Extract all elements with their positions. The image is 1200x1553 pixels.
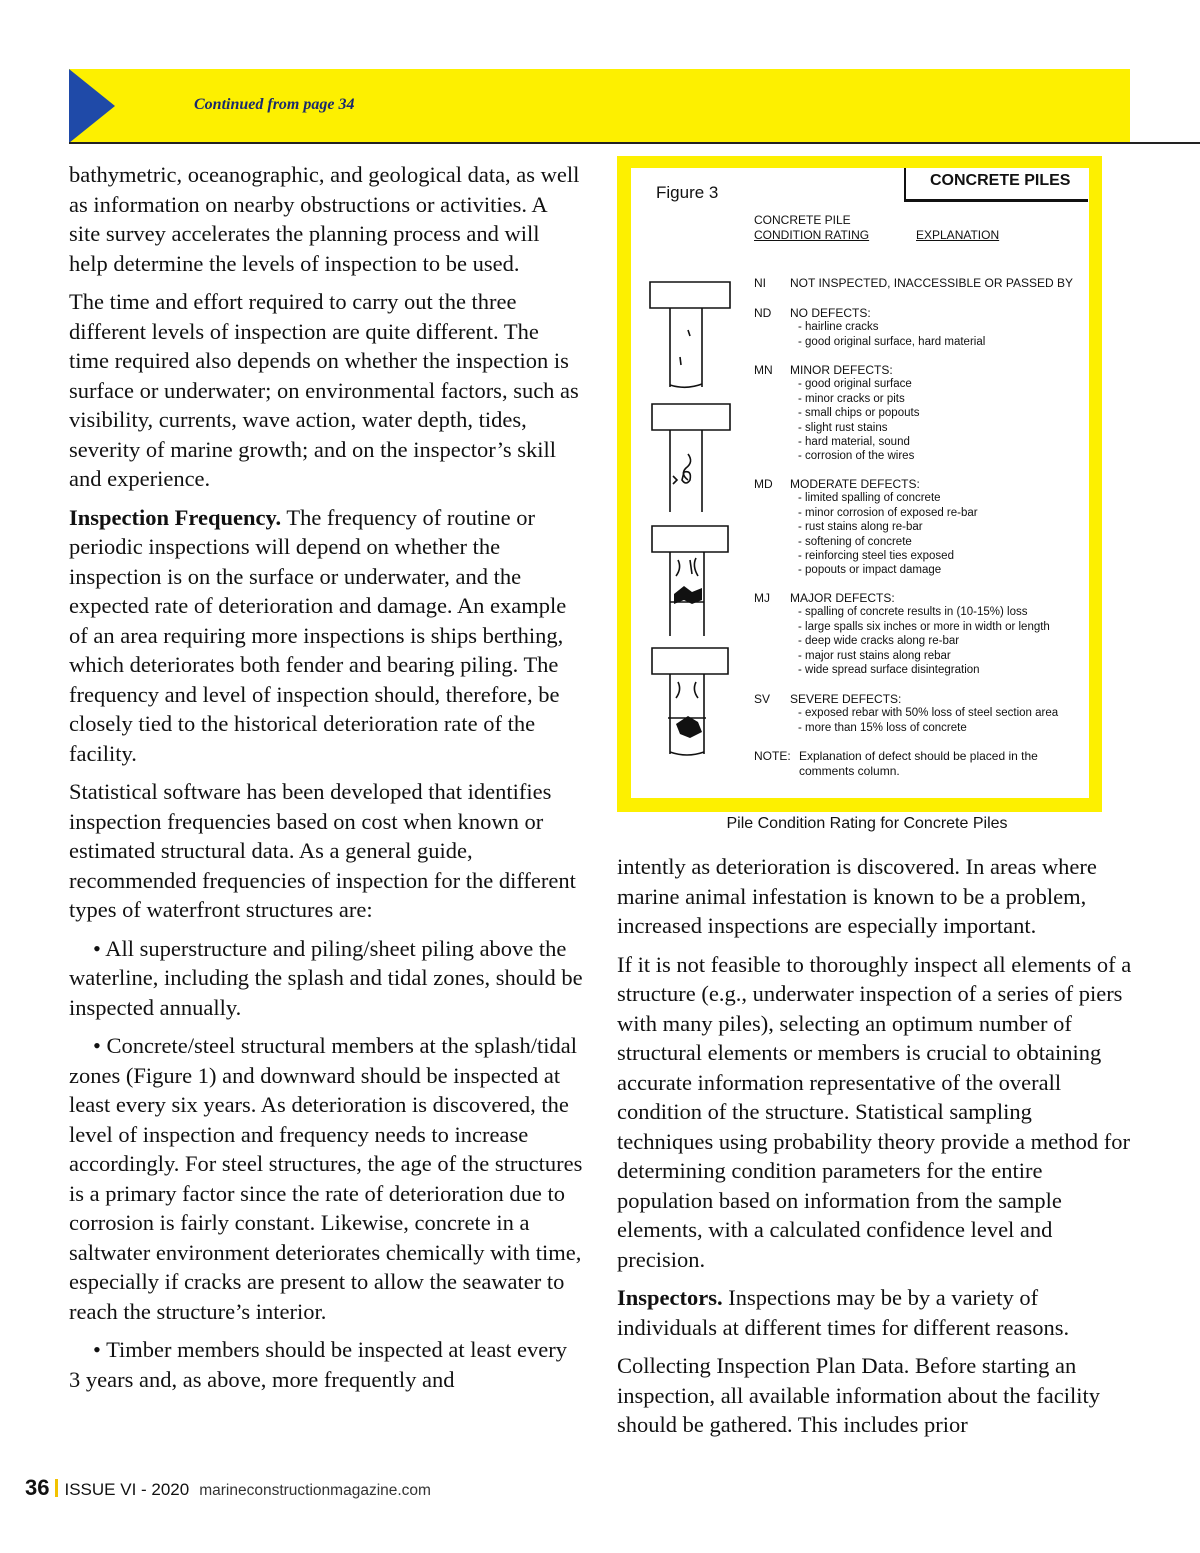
rating-title: MINOR DEFECTS:	[790, 363, 893, 377]
bullet-item: • Concrete/steel structural members at the splash/tidal zones (Figure 1) and downward should be inspected at least every six years. As deterioration is discovered, the level of inspection and frequency needs to increase accordingly. For steel structures, the age of the structures is a primary factor since the rate of deterioration due to corrosion is fairly constant. Likewise, concrete in a saltwater environment deteriorates chemically with time, especially if cracks are present to allow the seawater to reach the structure’s interior.	[69, 1033, 583, 1324]
rating-code: MN	[754, 363, 773, 377]
paragraph: Statistical software has been developed that identifies inspection frequencies based on cost when known or estimated structural data. As a general guide, recommended frequencies of inspection for the different types of waterfront structures are:	[69, 779, 576, 922]
bullet-item: • Timber members should be inspected at least every 3 years and, as above, more frequently and	[69, 1337, 568, 1392]
rating-sv	[754, 692, 1094, 735]
rating-item: - minor corrosion of exposed re-bar	[798, 506, 978, 519]
rating-body	[790, 276, 1094, 290]
paragraph	[69, 503, 583, 769]
rating-item: - hairline cracks	[798, 321, 879, 334]
paragraph: bathymetric, oceanographic, and geological data, as well as information on nearby obstructions or activities. A site survey accelerates the planning process and will help determine the levels of inspection to be used.	[69, 162, 580, 276]
rating-item: - popouts or impact damage	[798, 564, 942, 577]
paragraph: If it is not feasible to thoroughly inspect all elements of a structure (e.g., underwater inspection of a series of piers with many piles), selecting an optimum number of structural elements or members is crucial to obtaining accurate information representative of the overall condition of the structure. Statistical sampling techniques using probability theory provide a method for determining condition parameters for the entire population based on information from the sample elements, with a calculated confidence level and precision.	[617, 951, 1132, 1272]
page-number: 36	[25, 1475, 50, 1500]
rating-title: MODERATE DEFECTS:	[790, 477, 920, 491]
rating-item: - wide spread surface disintegration	[798, 664, 980, 677]
bullet-item: • All superstructure and piling/sheet piling above the waterline, including the splash and tidal zones, should be inspected annually.	[69, 935, 583, 1020]
rating-title: NO DEFECTS:	[790, 306, 871, 320]
rating-item: - hard material, sound	[798, 436, 910, 449]
figure-note	[754, 749, 1084, 779]
figure-column-head	[754, 213, 869, 243]
rating-item: - exposed rebar with 50% loss of steel section area	[798, 707, 1059, 720]
rating-item: - good original surface	[798, 378, 912, 391]
rating-mj	[754, 591, 1094, 677]
figure-caption: Pile Condition Rating for Concrete Piles	[726, 815, 1008, 832]
rating-item: - corrosion of the wires	[798, 450, 915, 463]
rating-body	[790, 306, 1094, 349]
header-rule	[69, 142, 1200, 144]
rating-ni	[754, 276, 1094, 290]
rating-item: - limited spalling of concrete	[798, 492, 941, 505]
rating-body	[790, 477, 1094, 578]
rating-md	[754, 477, 1094, 578]
rating-item: - large spalls six inches or more in width or length	[798, 620, 1050, 633]
figure-explanation-head	[916, 228, 999, 243]
rating-code: NI	[754, 276, 766, 290]
rating-mn	[754, 363, 1094, 464]
paragraph: Collecting Inspection Plan Data. Before starting an inspection, all available information about the facility should be gathered. This includes prior	[617, 1353, 1100, 1437]
rating-item: - spalling of concrete results in (10-15%) loss	[798, 606, 1028, 619]
footer-divider	[55, 1479, 58, 1497]
paragraph: intently as deterioration is discovered. In areas where marine animal infestation is known to be a problem, increased inspections are especially important.	[617, 854, 1097, 938]
pile-sketches	[640, 272, 740, 772]
continued-note: Continued from page 34	[194, 96, 355, 113]
site-url: marineconstructionmagazine.com	[199, 1482, 431, 1499]
right-column	[617, 852, 1132, 1449]
rating-title: NOT INSPECTED, INACCESSIBLE OR PASSED BY	[790, 276, 1073, 290]
rating-item: - softening of concrete	[798, 535, 912, 548]
section-lead: Inspection Frequency.	[69, 504, 282, 530]
rating-code: ND	[754, 306, 772, 320]
rating-code: SV	[754, 692, 771, 706]
issue-label: ISSUE VI - 2020	[64, 1480, 190, 1499]
rating-title: SEVERE DEFECTS:	[790, 692, 902, 706]
figure-label: Figure 3	[656, 183, 719, 202]
rating-body	[790, 591, 1094, 677]
paragraph: The time and effort required to carry out the three different levels of inspection are quite different. The time required also depends on whether the inspection is surface or underwater; on environmental factors, such as visibility, currents, wave action, water depth, tides, severity of marine growth; and on the inspector’s skill and experience.	[69, 289, 579, 491]
rating-item: - slight rust stains	[798, 421, 888, 434]
page-footer	[25, 1475, 431, 1501]
rating-code: MJ	[754, 591, 770, 605]
rating-item: - deep wide cracks along re-bar	[798, 635, 960, 648]
arrow-icon	[69, 69, 115, 143]
left-column	[69, 160, 583, 1403]
note-text: Explanation of defect should be placed in the comments column.	[799, 749, 1038, 778]
rating-item: - reinforcing steel ties exposed	[798, 550, 954, 563]
rating-title: MAJOR DEFECTS:	[790, 591, 895, 605]
figure-title: CONCRETE PILES	[930, 172, 1071, 189]
rating-item: - small chips or popouts	[798, 407, 920, 420]
head-line: CONDITION RATING	[754, 228, 870, 242]
rating-item: - good original surface, hard material	[798, 335, 986, 348]
rating-body	[790, 363, 1094, 464]
note-code: NOTE:	[754, 749, 791, 763]
head-line: EXPLANATION	[916, 228, 1000, 242]
paragraph-text: The frequency of routine or periodic inspections will depend on whether the inspection is on the surface or underwater, and the expected rate of deterioration and damage. An example of an area requiring more inspections is ships berthing, which deteriorates both fender and bearing piling. The frequency and level of inspection should, therefore, be closely tied to the historical deterioration rate of the facility.	[69, 504, 567, 766]
paragraph	[617, 1283, 1132, 1342]
paragraph-text: Inspections may be by a variety of individuals at different times for different reasons.	[617, 1285, 1070, 1340]
rating-nd	[754, 306, 1094, 349]
head-line: CONCRETE PILE	[754, 213, 851, 227]
rating-item: - rust stains along re-bar	[798, 521, 923, 534]
rating-body	[790, 692, 1094, 735]
rating-item: - major rust stains along rebar	[798, 649, 951, 662]
rating-item: - more than 15% loss of concrete	[798, 721, 967, 734]
section-lead: Inspectors.	[617, 1285, 723, 1310]
rating-item: - minor cracks or pits	[798, 392, 905, 405]
rating-code: MD	[754, 477, 773, 491]
